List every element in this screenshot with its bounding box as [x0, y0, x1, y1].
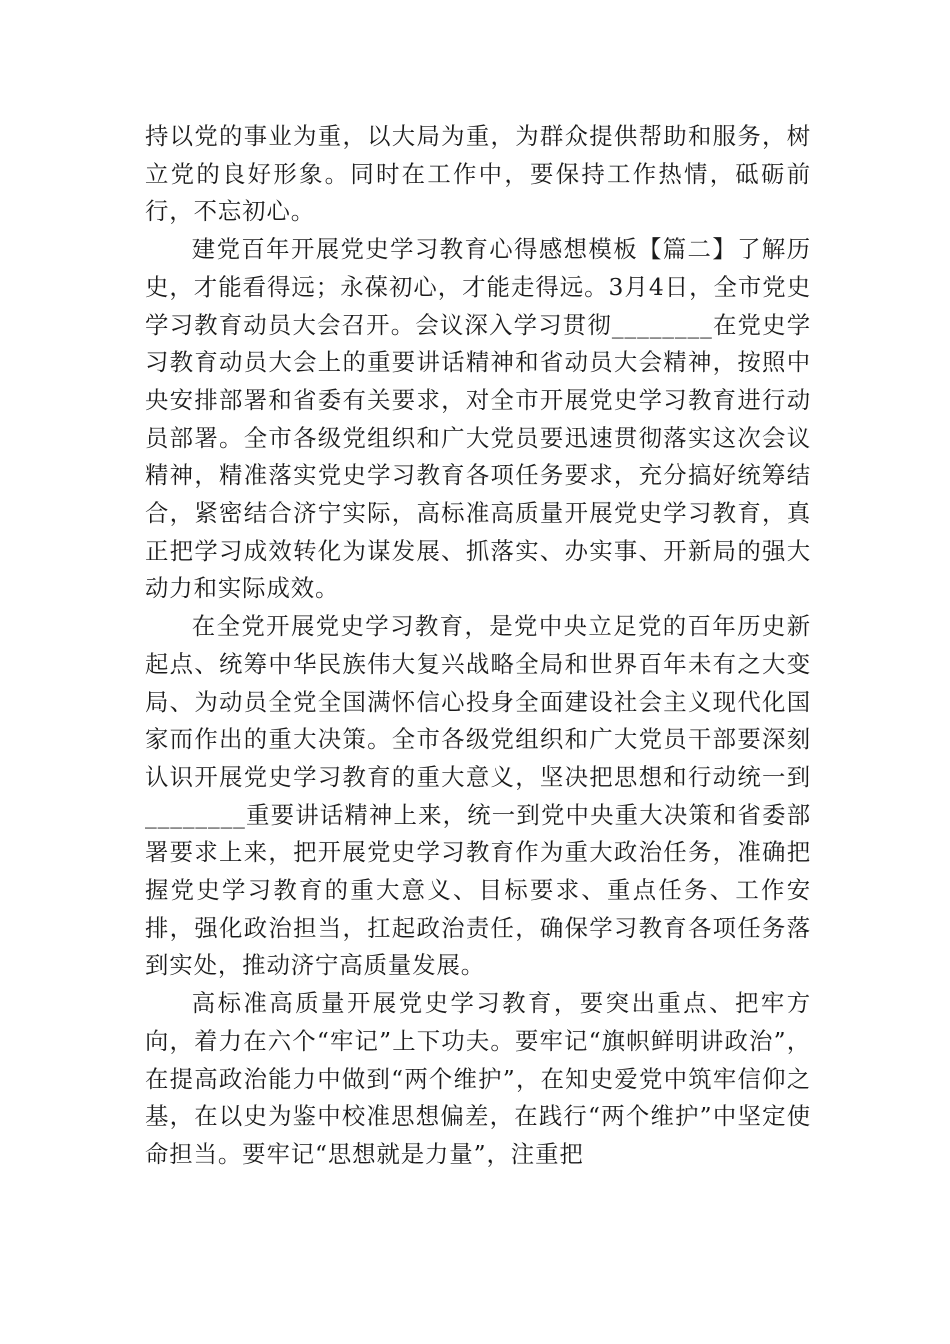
paragraph-six-remember: 高标准高质量开展党史学习教育，要突出重点、把牢方向，着力在六个“牢记”上下功夫。要牢记“旗帜鲜明讲政治”，在提高政治能力中做到“两个维护”，在知史爱党中筑牢信仰之基，在以史为鉴中校准思想偏差，在践行“两个维护”中坚定使命担当。要牢记“思想就是力量”，注重把: [145, 989, 811, 1168]
document-body: [145, 118, 811, 1174]
paragraph-continuation: 持以党的事业为重，以大局为重，为群众提供帮助和服务，树立党的良好形象。同时在工作中，要保持工作热情，砥砺前行，不忘初心。: [145, 122, 811, 226]
paragraph-part-two-intro: 建党百年开展党史学习教育心得感想模板【篇二】了解历史，才能看得远；永葆初心，才能走得远。3月4日，全市党史学习教育动员大会召开。会议深入学习贯彻________在党史学习教育动员大会上的重要讲话精神和省动员大会精神，按照中央安排部署和省委有关要求，对全市开展党史学习教育进行动员部署。全市各级党组织和广大党员要迅速贯彻落实这次会议精神，精准落实党史学习教育各项任务要求，充分搞好统筹结合，紧密结合济宁实际，高标准高质量开展党史学习教育，真正把学习成效转化为谋发展、抓落实、办实事、开新局的强大动力和实际成效。: [145, 235, 811, 603]
paragraph-significance: 在全党开展党史学习教育，是党中央立足党的百年历史新起点、统筹中华民族伟大复兴战略全局和世界百年未有之大变局、为动员全党全国满怀信心投身全面建设社会主义现代化国家而作出的重大决策。全市各级党组织和广大党员干部要深刻认识开展党史学习教育的重大意义，坚决把思想和行动统一到________重要讲话精神上来，统一到党中央重大决策和省委部署要求上来，把开展党史学习教育作为重大政治任务，准确把握党史学习教育的重大意义、目标要求、重点任务、工作安排，强化政治担当，扛起政治责任，确保学习教育各项任务落到实处，推动济宁高质量发展。: [145, 612, 811, 980]
